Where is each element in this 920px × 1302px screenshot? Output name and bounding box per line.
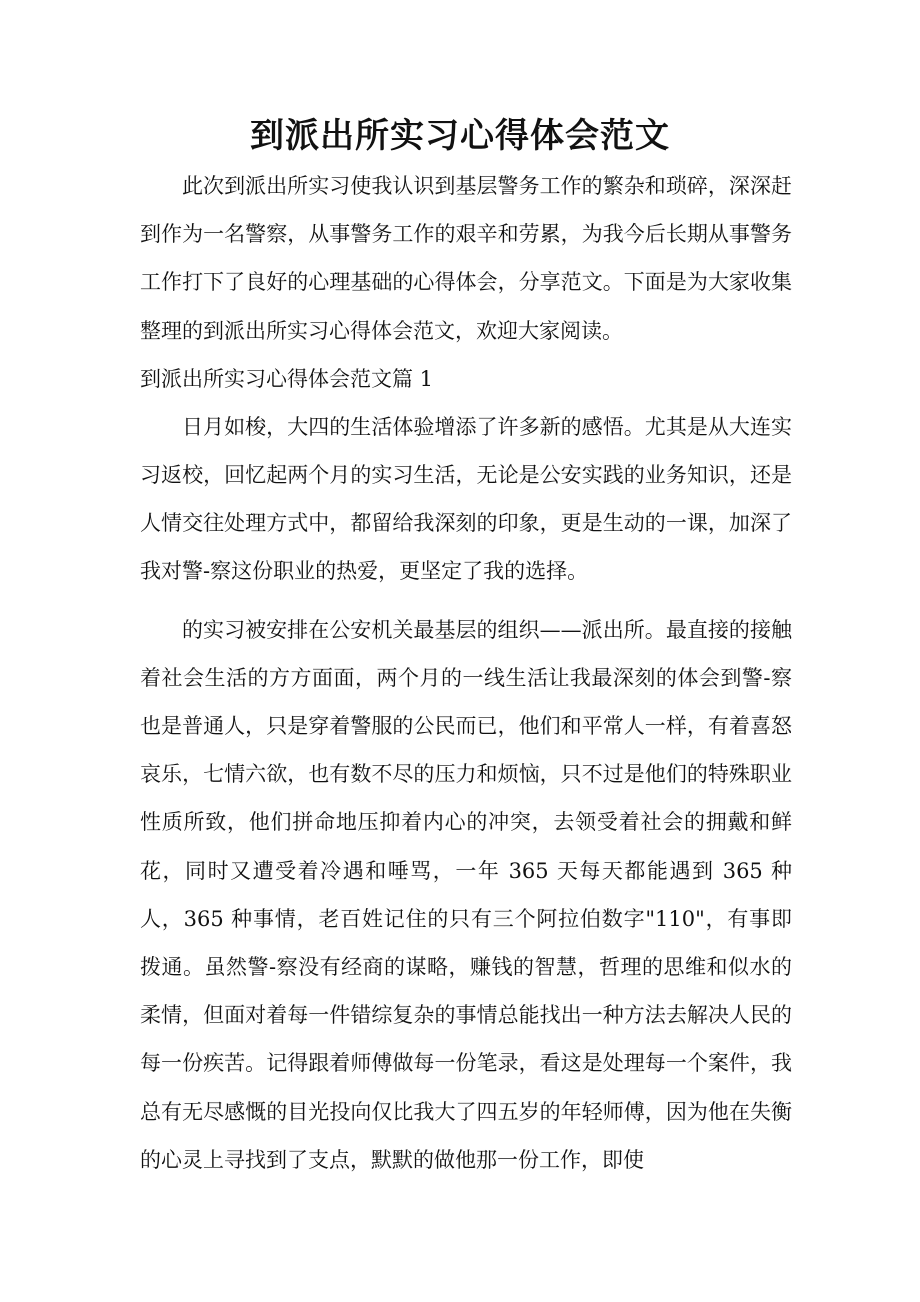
document-body <box>140 162 792 1184</box>
section-heading: 到派出所实习心得体会范文篇 1 <box>140 366 434 391</box>
body-paragraph: 的实习被安排在公安机关最基层的组织——派出所。最直接的接触着社会生活的方方面面，两个月的一线生活让我最深刻的体会到警-察也是普通人，只是穿着警服的公民而已，他们和平常人一样，有着喜怒哀乐，七情六欲，也有数不尽的压力和烦恼，只不过是他们的特殊职业性质所致，他们拼命地压抑着内心的冲突，去领受着社会的拥戴和鲜花，同时又遭受着冷遇和唾骂，一年 365 天每天都能遇到 365 种人，365 种事情，老百姓记住的只有三个阿拉伯数字"110"，有事即拨通。虽然警-察没有经商的谋略，赚钱的智慧，哲理的思维和似水的柔情，但面对着每一件错综复杂的事情总能找出一种方法去解决人民的每一份疾苦。记得跟着师傅做每一份笔录，看这是处理每一个案件，我总有无尽感慨的目光投向仅比我大了四五岁的年轻师傅，因为他在失衡的心灵上寻找到了支点，默默的做他那一份工作，即使 <box>140 617 792 1172</box>
body-paragraph: 日月如梭，大四的生活体验增添了许多新的感悟。尤其是从大连实习返校，回忆起两个月的实习生活，无论是公安实践的业务知识，还是人情交往处理方式中，都留给我深刻的印象，更是生动的一课，加深了我对警-察这份职业的热爱，更坚定了我的选择。 <box>140 414 792 584</box>
document-title: 到派出所实习心得体会范文 <box>250 116 670 156</box>
intro-paragraph: 此次到派出所实习使我认识到基层警务工作的繁杂和琐碎，深深赶到作为一名警察，从事警务工作的艰辛和劳累，为我今后长期从事警务工作打下了良好的心理基础的心得体会，分享范文。下面是为大家收集整理的到派出所实习心得体会范文，欢迎大家阅读。 <box>140 174 792 343</box>
